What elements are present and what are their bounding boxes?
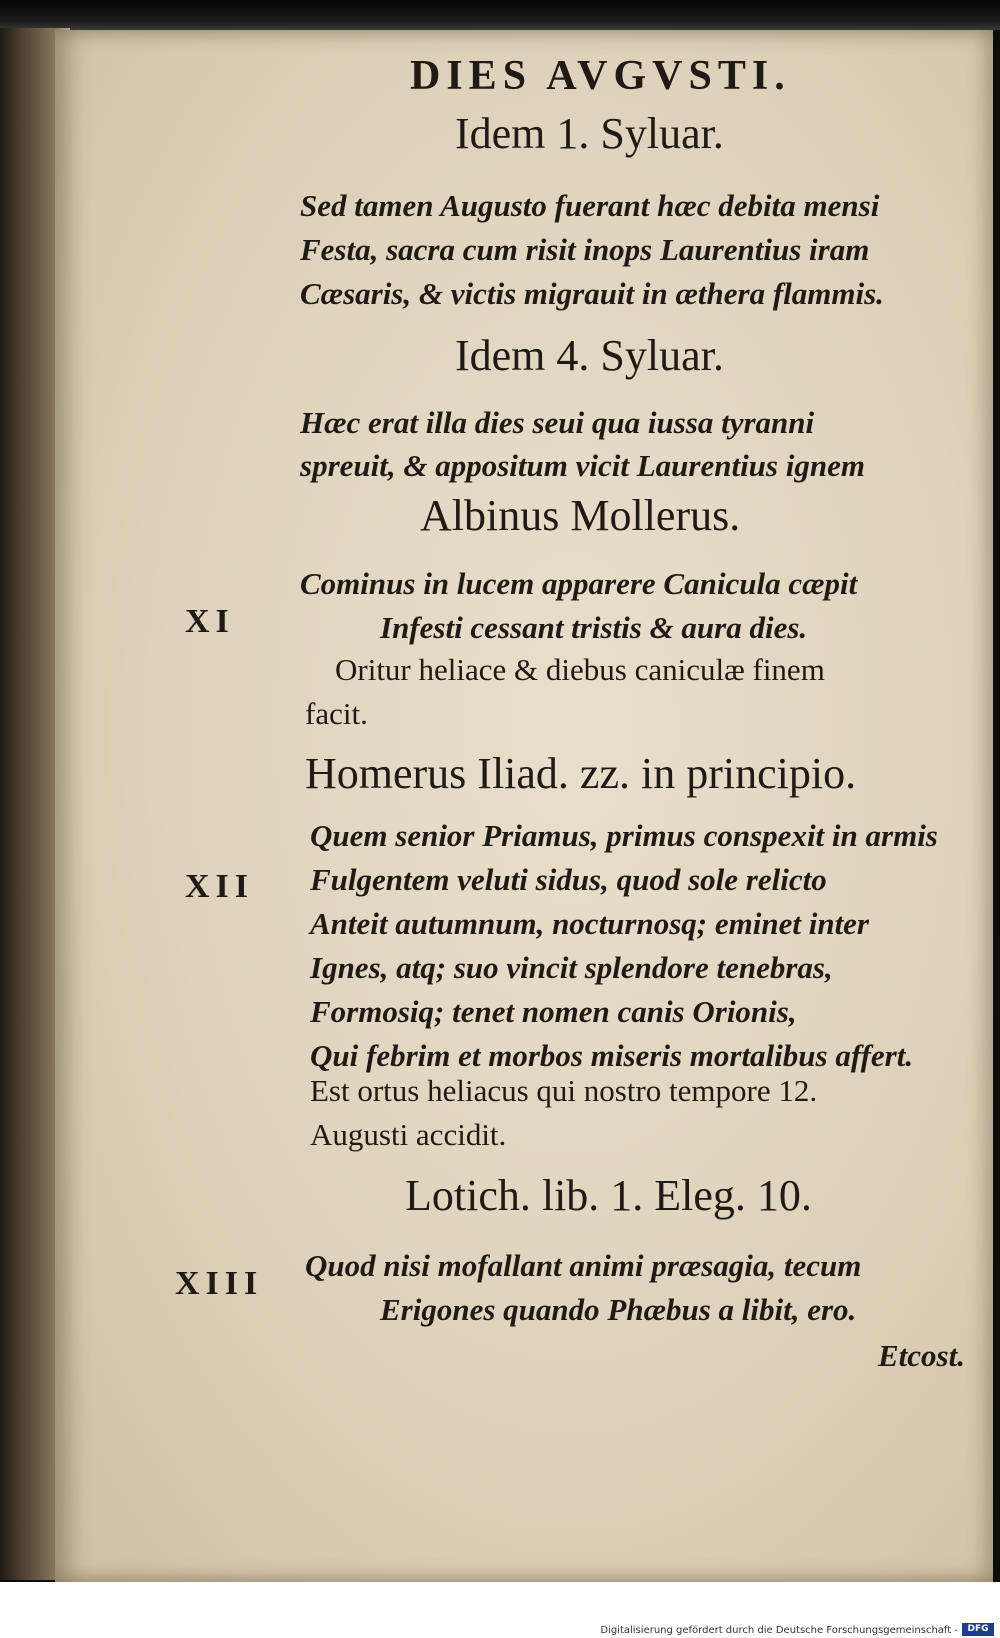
verse-line: Quem senior Priamus, primus conspexit in armis — [310, 818, 938, 853]
prose-line: Oritur heliace & diebus caniculæ finem — [335, 652, 825, 687]
verse-line: Qui febrim et morbos miseris mortalibus affert. — [310, 1038, 914, 1073]
margin-numeral: XII — [185, 868, 255, 905]
section-heading: Homerus Iliad. zz. in principio. — [305, 749, 857, 798]
prose-line: Est ortus heliacus qui nostro tempore 12. — [310, 1073, 818, 1108]
top-edge — [0, 0, 1000, 30]
dfg-logo: DFG — [962, 1623, 994, 1636]
verse-line: spreuit, & appositum vicit Laurentius ignem — [300, 448, 865, 483]
verse-line: Hæc erat illa dies seui qua iussa tyranni — [300, 405, 815, 440]
section-heading: Lotich. lib. 1. Eleg. 10. — [405, 1171, 812, 1220]
verse-line: Fulgentem veluti sidus, quod sole relicto — [310, 862, 827, 897]
section-heading: Idem 1. Syluar. — [455, 109, 724, 158]
running-header: DIES AVGVSTI. — [410, 53, 791, 99]
verse-line: Ignes, atq; suo vincit splendore tenebras, — [310, 950, 833, 985]
prose-line: Augusti accidit. — [310, 1117, 507, 1152]
section-heading: Albinus Mollerus. — [420, 491, 741, 540]
margin-numeral: XI — [185, 603, 235, 640]
digitization-credit: Digitalisierung gefördert durch die Deutsche Forschungsgemeinschaft - — [600, 1625, 958, 1636]
verse-line: Infesti cessant tristis & aura dies. — [380, 610, 808, 645]
prose-line: facit. — [305, 696, 368, 731]
verse-line: Anteit autumnum, nocturnosq; eminet inter — [310, 906, 869, 941]
verse-line: Formosiq; tenet nomen canis Orionis, — [310, 994, 797, 1029]
verse-line: Cæsaris, & victis migrauit in æthera flammis. — [300, 276, 884, 311]
verse-line: Cominus in lucem apparere Canicula cæpit — [300, 566, 858, 601]
margin-numeral: XIII — [175, 1265, 264, 1302]
signature-catchword: Etcost. — [878, 1338, 965, 1373]
verse-line: Quod nisi mofallant animi præsagia, tecum — [305, 1248, 862, 1283]
verse-line: Sed tamen Augusto fuerant hæc debita mensi — [300, 188, 880, 223]
verse-line: Festa, sacra cum risit inops Laurentius iram — [300, 232, 870, 267]
section-heading: Idem 4. Syluar. — [455, 331, 724, 380]
verse-line: Erigones quando Phæbus a libit, ero. — [380, 1292, 857, 1327]
